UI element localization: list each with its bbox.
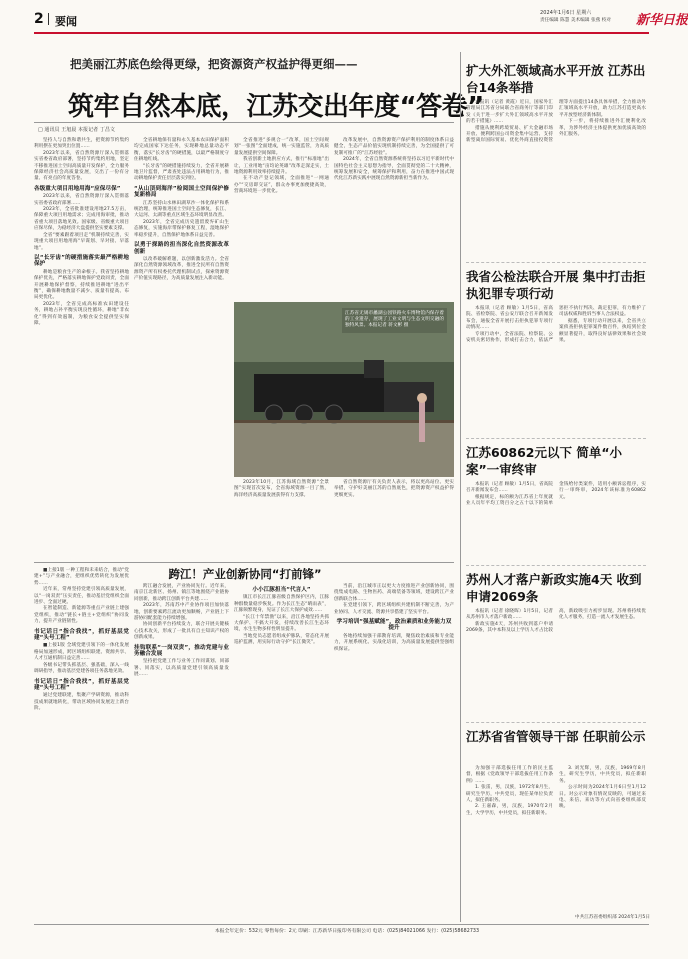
right-leaders-footer: 中共江苏省委组织部 2024年1月5日 xyxy=(574,915,650,920)
right-mid-headline: 我省公检法联合开展 集中打击拒执犯罪专项行动 xyxy=(466,269,646,301)
right-talent-body: 本报讯（记者 徐晓晖）1月5日，记者从苏州市人才落户新政…… 新政实施4天，苏州共收到落户申请2069条，其中本科及以上学历人才占比较高，新政吸引力初步显现。苏州将持续优化人才服务，打造一流人才发展生态。 xyxy=(466,609,646,634)
right-top-headline: 扩大外汇领域高水平开放 江苏出台14条举措 xyxy=(466,63,646,95)
mid-right-bottom-subhead: 学习培训“强基赋能”，政治素质和业务能力双提升 xyxy=(336,619,452,632)
page-masthead xyxy=(0,0,688,40)
lead-para-2: 2023年以来，省自然资源厅深入贯彻落实省委省政府部署…… xyxy=(34,194,129,206)
lead-subhead-2: 以“长牙齿”的硬措施落实最严格耕地保护 xyxy=(34,254,129,268)
mid-bottom-subhead-2: 小小江豚担当“代言人” xyxy=(252,587,311,593)
masthead-rule xyxy=(34,32,649,34)
lead-subhead-4: 以勇于探路的担当深化自然资源改革创新 xyxy=(134,242,229,255)
right-top-body: 本报讯（记者 黄霞）近日，国家外汇管理局江苏省分局联合省商务厅等部门印发《关于进一步扩大外汇领域高水平开放的若干措施》…… 措施从便利跨境贸易、扩大金融市场开放、便利跨国公司资金集中运营、支持新型离岸国际贸易、优化外商直接投资管理等方面提出14条具体举措，全力推动外汇领域高水平开放，助力江苏打造更高水平开放型经济新体制。 下一步，将持续推进外汇便利化改革，为涉外经济主体提供更加优质高效的外汇服务。 xyxy=(466,100,646,144)
page-number: 2 xyxy=(34,11,44,27)
right-mid-body: 本报讯（记者 顾敏）1月5日，省高院、省检察院、省公安厅联合召开新闻发布会，通报全省开展打击拒执犯罪专项行动情况…… 专项行动中，全省法院、检察院、公安机关密切协作，形成打击合力，依法严惩拒不执行判决、裁定犯罪，有力维护了司法权威和胜诉当事人合法权益。 据悉，专项行动开展以来，全省共立案侦查拒执犯罪案件数百件，执结到位金额显著提升，取得良好法律效果和社会效果。 xyxy=(466,306,646,344)
photo-caption-box xyxy=(342,308,447,333)
lead-column-3b: 2023年10月，江苏海域自然资源“全景图”实现首次发布，全省海域资源一目了然，海洋经济高质量发展获得有力支撑。 xyxy=(234,480,329,498)
lead-column-4: 改革发展中，自然资源资产保护利用的制度体系日益健全，生态产品价值实现机制持续完善，为全国提供了可复制可推广的“江苏经验”。 2024年，全省自然资源系统将坚持以习近平新时代中国特色社会主义思想为指导，全面贯彻党的二十大精神，统筹发展和安全，统筹保护和利用，奋力在推进中国式现代化江苏新实践中展现自然资源新担当新作为。 xyxy=(334,138,454,182)
lead-headline: 筑牢自然本底，江苏交出年度“答卷” xyxy=(68,92,484,122)
editors-line: 责任编辑 陈慧 美术编辑 张燕 校对 xyxy=(540,18,612,23)
mid-bottom-col-2: 小小江豚担当“代言人” 镇江市长江江豚省级自然保护区内，江豚种群数量稳步恢复。作为长江生态“晴雨表”，江豚频繁现身，见证了长江大保护成效…… “长江十年禁渔”以来，沿江各地坚持共抓大保护、不搞大开发，持续改善长江生态环境，水生生物多样性明显提升。 当地党员志愿者组成护豚队，常态化开展巡护监测，用实际行动守护“长江微笑”。 xyxy=(234,587,329,646)
lead-subhead-1: 各级重大项目用地用海“应保尽保” xyxy=(34,185,121,192)
mid-bottom-col-1: 跨江融合发展，产业协同先行。近年来，南京江北新区、扬州、镇江等地围绕产业链协同创新，推动跨江创新平台共建…… 2023年，苏南苏中产业协作项目加快落地，创新要素跨江流动更加顺畅，产业链上下游协同配套能力持续增强。 协同创新平台持续发力，联合开展关键核心技术攻关，形成了一批具有自主知识产权的创新成果。 挂钩联系“一岗双责”，推动党建与业务融合发展 坚持把党建工作与业务工作同谋划、同部署、同落实，以高质量党建引领高质量发展…… xyxy=(134,584,229,678)
bottom-left-column: ■上接1版 一种工程和未来结合，推动“党建+”与产业融合，把组织优势转化为发展优势…… 近年来，常州坚持党建引领高质量发展，以“一岗双责”压实责任，推动基层党组织全面进步、全面过硬。 在智能制造、新能源等重点产业链上建强党组织，推动“链长+链主+党组织”协同发力，提升产业链韧性。 书记话日“指合我找”，抓好基层党建“头号工程” ■上接1版 全域党建引领下的一体化发展格局加速形成，跨区域组织联建、资源共享、人才互通机制日益完善…… 各级书记带头抓基层、强基础，深入一线调研指导，推动基层党建各项任务落地见效。 书记话日“指合我找”，抓好基层党建“头号工程” 通过党建联建，集聚产学研资源，推动科技成果就地转化，带动区域协同发展迈上新台阶。 xyxy=(34,568,129,712)
lead-column-4b: 省自然资源厅有关负责人表示，将以更高站位、更实举措，守护好美丽江苏的自然底色，把资源资产权益护得更细更实。 xyxy=(334,480,454,498)
lead-column-1: 坚持人与自然和谐共生，把资源节约集约利用摆在更加突出位置…… 2023年以来，省自然资源厅深入贯彻落实省委省政府部署，坚持节约集约用地，坚定不移推进国土空间高质量开发保护，全力服务保障经济社会高质量发展，交出了一份有分量、有亮点的年度答卷。 各级重大项目用地用海“应保尽保” 2023年以来，省自然资源厅深入贯彻落实省委省政府部署…… 2023年，全省批准建设用地27.5万亩，保障重大项目用地需求；完成用海审批，推动省重大项目落地见效。国家级、省级重大项目应保尽保，为稳经济大盘提供坚实要素支撑。 全省“要素跟着项目走”机制持续完善，实现重大项目用地用海“早谋划、早对接、早落地”。 以“长牙齿”的硬措施落实最严格耕地保护 耕地是粮食生产的命根子。我省坚持耕地保护优先，严格落实耕地保护党政同责，全面开展耕地保护督察，持续推进耕地“进出平衡”，确保耕地数量不减少、质量有提高、布局更优化。 2023年，全省完成高标准农田建设任务，耕地占补平衡实现良性循环，耕地“非农化”得到有效遏制，为粮食安全提供坚实保障。 xyxy=(34,138,129,326)
right-60862-body: 本报讯（记者 顾敏）1月5日，省高院召开新闻发布会…… 根据规定，标的额为江苏省上年度就业人员年平均工资百分之五十以下的简单金钱给付类案件，适用小额诉讼程序，实行一审终审，2024年该标准为60862元。 xyxy=(466,482,646,507)
mid-bottom-subhead-1: 挂钩联系“一岗双责”，推动党建与业务融合发展 xyxy=(134,644,229,658)
lead-column-3: 全省推进“多规合一”改革，国土空间规划“一张图”全面建成，统一实施监管，为高质量发展提供空间保障。 我省创新土地供应方式，推行“标准地”出让，工业用地“亩均论英雄”改革走深走实，土地资源利用效率持续提升。 在不动产登记领域，全面推进“一网通办”“交房即交证”，群众办事更加便捷高效，营商环境进一步优化。 xyxy=(234,138,329,195)
mid-bottom-headline: 跨江！产业创新协同“打前锋” xyxy=(168,567,322,581)
bottom-left-subhead-2: 书记话日“指合我找”，抓好基层党建“头号工程” xyxy=(34,678,129,691)
right-talent-headline: 苏州人才落户新政实施4天 收到申请2069条 xyxy=(466,572,642,604)
issue-date: 2024年1月6日 星期六 xyxy=(540,10,592,16)
lead-column-2: 全省耕地保有量和永久基本农田保护面积均完成国家下达任务，实现耕地总量动态平衡，落实“长牙齿”的硬措施，以最严格制度守住耕地红线。 “长牙齿”的硬措施持续发力，全省开展耕地卫片监督，严肃查处违法占用耕地行为，推动耕地保护责任层层落实到位。 “从山顶到海洋”检阅国土空间保护修复新格局 江苏坚持山水林田湖草沙一体化保护和系统治理，统筹推进国土空间生态修复，长江、大运河、太湖等重点区域生态环境明显改善。 2023年，全省完成历史遗留废弃矿山生态修复，实施海岸带保护修复工程，湿地保护率稳步提升，自然保护地体系日益完善。 以勇于探路的担当深化自然资源改革创新 以改革破解难题，以创新激发活力。全省深化自然资源领域改革，推进全民所有自然资源资产所有权委托代理机制试点，探索资源资产价值实现路径，为高质量发展注入新动能。 xyxy=(134,138,229,282)
photo-caption: 江苏省无锡市蠡湖公园铁路火车博物馆内保存着的工业遗存，展现了工业文明与生态文明交融的独特风景。本报记者 蒋文彬 摄 xyxy=(345,311,444,329)
lead-photo xyxy=(234,302,454,477)
lead-para-1: 坚持人与自然和谐共生，把资源节约集约利用摆在更加突出位置…… xyxy=(34,138,129,150)
lead-byline: □ 通讯员 王旭晨 本报记者 丁昌文 xyxy=(38,127,115,133)
lead-kicker: 把美丽江苏底色绘得更绿，把资源资产权益护得更细—— xyxy=(70,57,358,71)
right-leaders-body: 为加强干部选拔任用工作的民主监督，根据《党政领导干部选拔任用工作条例》…… 1. 张雷，男，汉族，1972年8月生，研究生学历，中共党员，现任某单位负责人，拟任新职务。 2. 王嘉森，男，汉族，1970年2月生，大学学历，中共党员，拟任新职务。 3. 刘光辉，男，汉族，1969年8月生，研究生学历，中共党员，拟任新职务。 公示时间为2024年1月6日至1月12日。对公示对象有情况反映的，可通过来电、来信、来访等方式向省委组织部反映。 xyxy=(466,766,646,816)
right-60862-headline: 江苏60862元以下 简单“小案”一审终审 xyxy=(466,445,623,477)
right-leaders-headline: 江苏省省管领导干部 任职前公示 xyxy=(466,729,646,744)
footer-info: 本报全年定价：532元 零售每份：2元 印刷：江苏新华日报印务有限公司 电话：(025)84021066 发行：(025)58682733 xyxy=(214,929,480,934)
mid-bottom-col-3: 当前，沿江城市正以更大力度推进产业创新协同，围绕集成电路、生物医药、高端装备等领域，建设跨江产业创新联合体…… 在党建引领下，跨区域组织共建机制不断完善，为产业协同、人才交流、资源共享搭建了坚实平台。 学习培训“强基赋能”，政治素质和业务能力双提升 各地持续加强干部教育培训，聚焦政治素质和专业能力，开展系统化、实战化培训，为高质量发展提供坚强组织保证。 xyxy=(334,584,454,652)
bottom-left-subhead-1: 书记话日“指合我找”，抓好基层党建“头号工程” xyxy=(34,628,129,642)
newspaper-logo: 新华日报 xyxy=(636,13,688,28)
lead-subhead-3: “从山顶到海洋”检阅国土空间保护修复新格局 xyxy=(134,185,229,199)
section-title: 要闻 xyxy=(55,15,77,28)
